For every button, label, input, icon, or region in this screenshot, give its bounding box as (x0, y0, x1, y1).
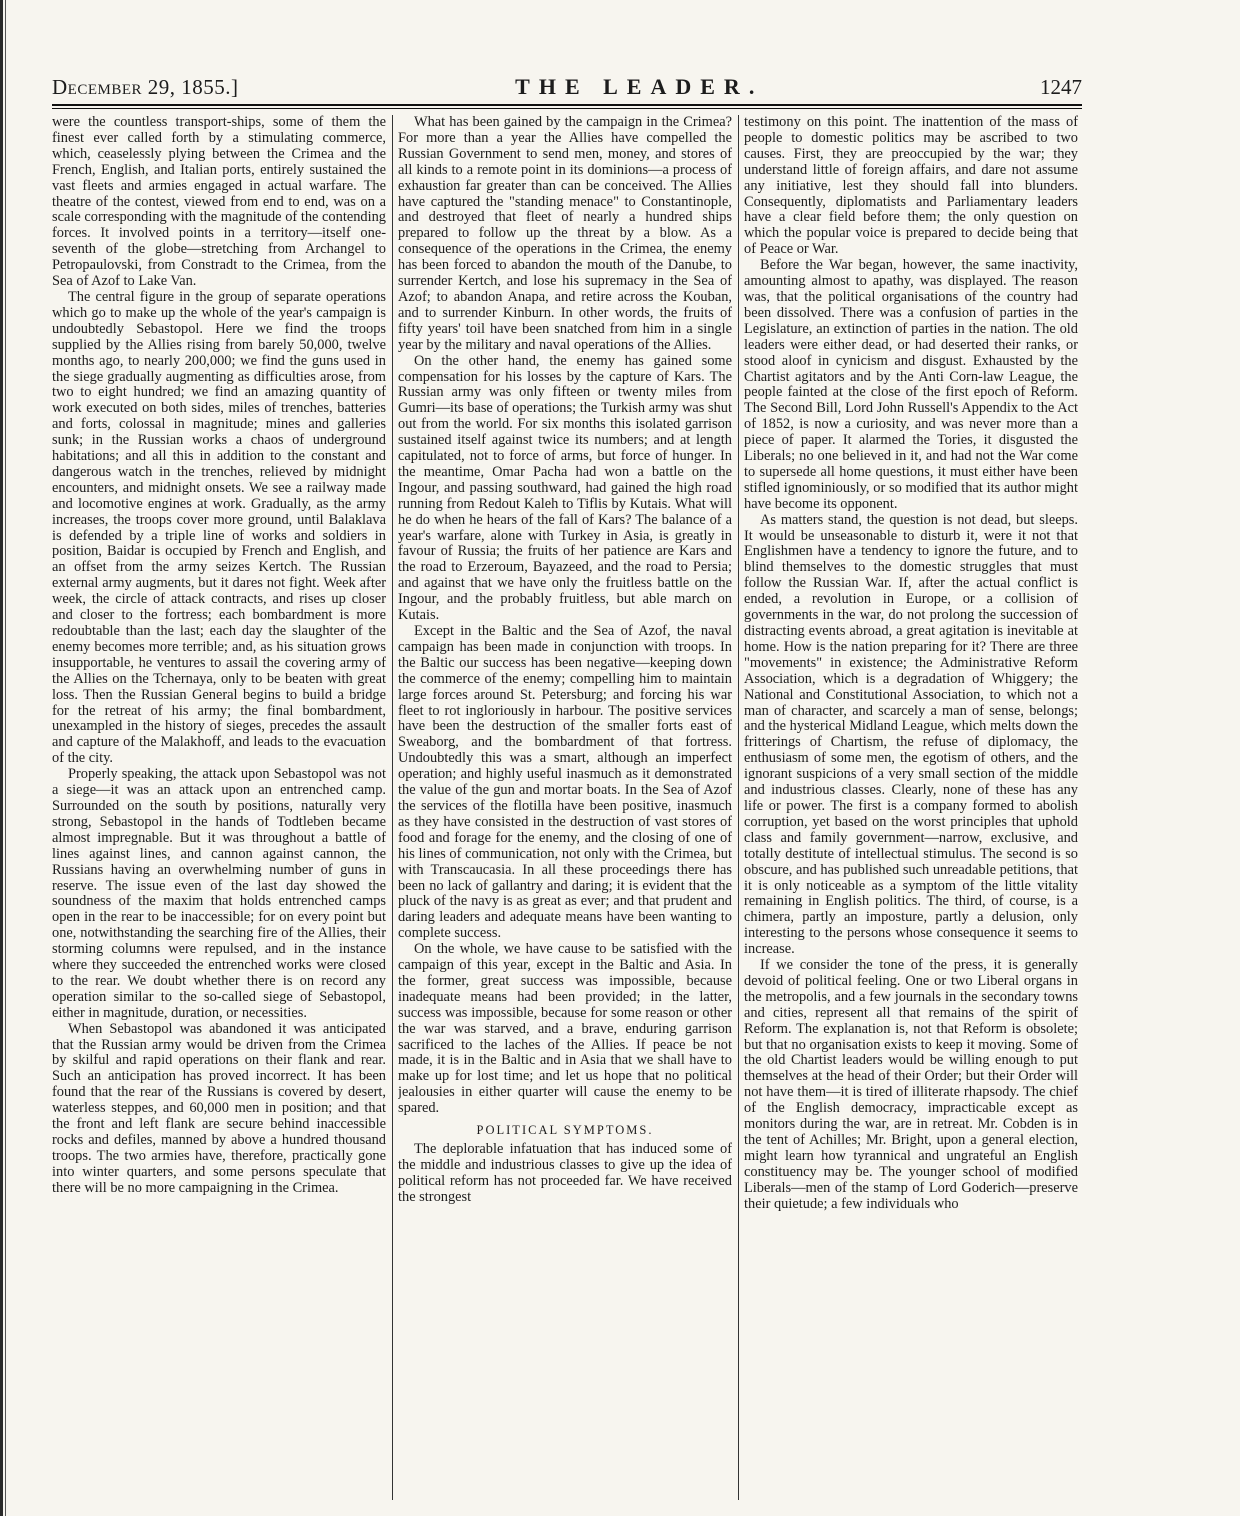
header-date: December 29, 1855.] (52, 75, 239, 99)
column-divider (392, 115, 393, 1500)
paragraph: If we consider the tone of the press, it is generally devoid of political feeling. One or two Liberal organs in the metropolis, and a few journals in the secondary towns and cities, represent all that remains of the spirit of Reform. The explanation is, not that Reform is obsolete; but that no organisation exists to keep it moving. Some of the old Chartist leaders would be willing enough to put themselves at the head of their Order; but their Order will not have them—it is tired of illiterate rhapsody. The chief of the English democracy, impracticable except as monitors during the war, are in retreat. Mr. Cobden is in the tent of Achilles; Mr. Bright, upon a general election, might learn how tyrannical and ungrateful an English constituency may be. The younger school of modified Liberals—men of the stamp of Lord Goderich—preserve their quietude; a few individuals who (744, 957, 1078, 1212)
paragraph: Before the War began, however, the same inactivity, amounting almost to apathy, was displayed. The reason was, that the political organisations of the country had been dissolved. There was a confusion of parties in the Legislature, an extinction of parties in the nation. The old leaders were either dead, or had deserted their ranks, or stood aloof in cynicism and disgust. Exhausted by the Chartist agitators and by the Anti Corn-law League, the people fainted at the close of the first epoch of Reform. The Second Bill, Lord John Russell's Appendix to the Act of 1852, is now a curiosity, and was never more than a piece of paper. It alarmed the Tories, it disgusted the Liberals; no one believed in it, and had not the War come to supersede all home questions, it must either have been stifled ignominiously, or so modified that its author might have become its opponent. (744, 257, 1078, 512)
header-rule-thick (52, 104, 1082, 106)
page-binding-edge (0, 0, 8, 1516)
paragraph: As matters stand, the question is not dead, but sleeps. It would be unseasonable to disturb it, were it not that Englishmen have a tendency to ignore the future, and to blind themselves to the domestic struggles that must follow the Russian War. If, after the actual conflict is ended, a revolution in Europe, or a collision of governments in the war, do not prolong the succession of distracting events abroad, a great agitation is inevitable at home. How is the nation preparing for it? There are three "movements" in existence; the Administrative Reform Association, which is a degradation of Whiggery; the National and Constitutional Association, to which not a man of character, and scarcely a man of sense, belongs; and the hysterical Midland League, which melts down the fritterings of Chartism, the refuse of diplomacy, the enthusiasm of some men, the egotism of others, and the ignorant suspicions of a very small section of the middle and industrious classes. Clearly, none of these has any life or power. The first is a company formed to abolish corruption, yet based on the worst principles that uphold class and family government—narrow, exclusive, and totally destitute of intellectual stimulus. The second is so obscure, and has published such unreadable petitions, that it is only noticeable as a symptom of the little vitality remaining in English politics. The third, of course, is a chimera, partly an imposture, partly a delusion, only interesting to the persons whose consequence it seems to increase. (744, 511, 1078, 958)
column-2 (398, 115, 732, 1500)
newspaper-page (52, 72, 1082, 1502)
paragraph: were the countless transport-ships, some of them the finest ever called forth by a stimulating commerce, which, ceaselessly plying between the Crimea and the French, English, and Italian ports, entirely sustained the vast fleets and armies engaged in actual warfare. The theatre of the contest, viewed from end to end, was on a scale corresponding with the magnitude of the contending forces. It involved points in a territory—itself one-seventh of the globe—stretching from Archangel to Petropaulovski, from Constradt to the Crimea, from the Sea of Azof to Lake Van. (52, 115, 386, 290)
paragraph: What has been gained by the campaign in the Crimea? For more than a year the Allies have compelled the Russian Government to send men, money, and stores of all kinds to a remote point in its dominions—a process of exhaustion far greater than can be conceived. The Allies have captured the "standing menace" to Constantinople, and destroyed that fleet of nearly a hundred ships prepared to follow up the threat by a blow. As a consequence of the operations in the Crimea, the enemy has been forced to abandon the mouth of the Danube, to surrender Kertch, and lose his supremacy in the Sea of Azof; to abandon Anapa, and retire across the Kouban, and to surrender Kinburn. In other words, the fruits of fifty years' toil have been snatched from him in a single year by the military and naval operations of the Allies. (398, 115, 732, 353)
paragraph: The central figure in the group of separate operations which go to make up the whole of the year's campaign is undoubtedly Sebastopol. Here we find the troops supplied by the Allies rising from barely 50,000, twelve months ago, to nearly 200,000; we find the guns used in the siege gradually augmenting as difficulties arose, from two to eight hundred; we find an amazing quantity of work executed on both sides, miles of trenches, batteries and forts, colossal in magnitude; mines and galleries sunk; in the Russian works a chaos of underground habitations; and all this in addition to the constant and dangerous watch in the trenches, relieved by midnight encounters, and midnight onsets. We see a railway made and locomotive engines at work. Gradually, as the army increases, the troops cover more ground, until Balaklava is defended by a triple line of works and soldiers in position, Baidar is occupied by French and English, and an offset from the army seizes Kertch. The Russian external army augments, but it dares not fight. Week after week, the circle of attack contracts, and rises up closer and closer to the fortress; each bombardment is more redoubtable than the last; each day the slaughter of the enemy becomes more terrible; and, as his situation grows insupportable, he ventures to assail the covering army of the Allies on the Tchernaya, only to be beaten with great loss. Then the Russian General begins to build a bridge for the retreat of his army; the final bombardment, unexampled in the history of sieges, precedes the assault and capture of the Malakhoff, and leads to the evacuation of the city. (52, 288, 386, 767)
paragraph: Except in the Baltic and the Sea of Azof, the naval campaign has been made in conjunction with troops. In the Baltic our success has been negative—keeping down the commerce of the enemy; compelling him to maintain large forces around St. Petersburg; and forcing his war fleet to rot ingloriously in harbour. The positive services have been the destruction of the smaller forts east of Sweaborg, and the bombardment of that fortress. Undoubtedly this was a smart, although an imperfect operation; and highly useful inasmuch as it demonstrated the value of the gun and mortar boats. In the Sea of Azof the services of the flotilla have been positive, inasmuch as they have consisted in the destruction of vast stores of food and forage for the enemy, and the closing of one of his lines of communication, not only with the Crimea, but with Transcaucasia. In all these proceedings there has been no lack of gallantry and daring; it is evident that the pluck of the navy is as great as ever; and that prudent and daring leaders and adequate means have been wanting to complete success. (398, 623, 732, 942)
paragraph: On the whole, we have cause to be satisfied with the campaign of this year, except in the Baltic and Asia. In the former, great success was impossible, because inadequate means had been provided; in the latter, success was impossible, because for some reason or other the war was starved, and a brave, enduring garrison sacrificed to the laches of the Allies. If peace be not made, it is in the Baltic and in Asia that we shall have to make up for lost time; and let us hope that no political jealousies in either quarter will cause the enemy to be spared. (398, 941, 732, 1117)
paragraph: On the other hand, the enemy has gained some compensation for his losses by the capture of Kars. The Russian army was only fifteen or twenty miles from Gumri—its base of operations; the Turkish army was shut out from the world. For six months this isolated garrison sustained itself against twice its numbers; and at length capitulated, not to force of arms, but force of hunger. In the meantime, Omar Pacha had won a battle on the Ingour, and passing southward, had gained the high road running from Redout Kaleh to Tiflis by Kutais. What will he do when he hears of the fall of Kars? The balance of a year's warfare, alone with Turkey in Asia, is greatly in favour of Russia; the fruits of her patience are Kars and the road to Erzeroum, Bayazeed, and the road to Persia; and against that we have only the fruitless battle on the Ingour, and the probably fruitless, but able march on Kutais. (398, 352, 732, 624)
column-3 (744, 115, 1078, 1500)
page-header (52, 72, 1082, 100)
header-rule-thin (52, 108, 1082, 109)
paragraph: The deplorable infatuation that has induced some of the middle and industrious classes to give up the idea of political reform has not proceeded far. We have received the strongest (398, 1141, 732, 1205)
header-title: THE LEADER. (515, 74, 764, 99)
column-divider (738, 115, 739, 1500)
section-heading: POLITICAL SYMPTOMS. (476, 1123, 654, 1138)
paragraph: testimony on this point. The inattention of the mass of people to domestic politics may be ascribed to two causes. First, they are preoccupied by the war; they understand little of foreign affairs, and dare not assume any initiative, lest they should fall into blunders. Consequently, diplomatists and Parliamentary leaders have a clear field before them; the only question on which the popular voice is prepared to decide being that of Peace or War. (744, 115, 1078, 258)
column-1 (52, 115, 386, 1500)
article-columns (52, 115, 1082, 1500)
header-page-number: 1247 (1040, 75, 1082, 99)
paragraph: Properly speaking, the attack upon Sebastopol was not a siege—it was an attack upon an entrenched camp. Surrounded on the south by positions, naturally very strong, Sebastopol in the hands of Todtleben became almost impregnable. But it was throughout a battle of lines against lines, and cannon against cannon, the Russians having an overwhelming number of guns in reserve. The issue even of the last day showed the soundness of the maxim that holds entrenched camps open in the rear to be inaccessible; for on every point but one, notwithstanding the searching fire of the Allies, their storming columns were repulsed, and in the instance where they succeeded the entrenched works were closed to the rear. We doubt whether there is on record any operation similar to the so-called siege of Sebastopol, either in magnitude, duration, or necessities. (52, 766, 386, 1021)
paragraph: When Sebastopol was abandoned it was anticipated that the Russian army would be driven from the Crimea by skilful and rapid operations on their flank and rear. Such an anticipation has proved incorrect. It has been found that the rear of the Russians is covered by desert, waterless steppes, and 60,000 men in position; and that the front and left flank are secure behind inaccessible rocks and defiles, manned by above a hundred thousand troops. The two armies have, therefore, practically gone into winter quarters, and some persons speculate that there will be no more campaigning in the Crimea. (52, 1020, 386, 1196)
